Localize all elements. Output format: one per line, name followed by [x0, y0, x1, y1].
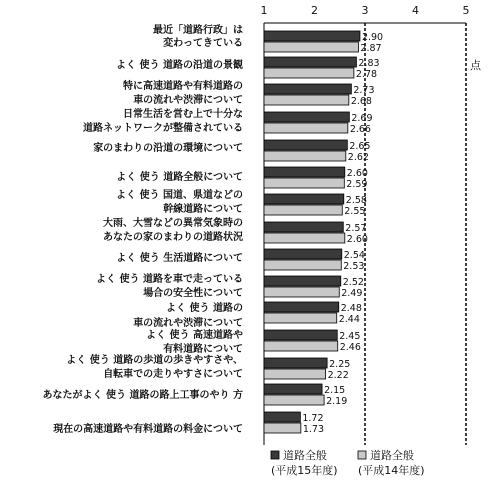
- value-label: 1.73: [302, 424, 325, 435]
- value-label: 2.19: [326, 396, 348, 407]
- bar: [264, 68, 354, 78]
- bar: [264, 395, 324, 405]
- category-label: よく 使う 道路の歩道の歩きやすさや、: [66, 355, 243, 366]
- bar: [264, 42, 358, 52]
- bar: [264, 276, 341, 286]
- bar: [264, 194, 344, 204]
- bar: [264, 249, 342, 259]
- value-label: 2.54: [343, 250, 365, 261]
- value-label: 2.65: [349, 141, 371, 152]
- bar: [264, 31, 360, 41]
- bar: [264, 423, 301, 433]
- value-label: 2.69: [351, 113, 373, 124]
- category-label: 幹線道路について: [163, 204, 243, 215]
- category-label: 場合の安全性について: [143, 288, 243, 299]
- value-label: 2.60: [346, 168, 368, 179]
- bar: [264, 369, 326, 379]
- value-label: 2.15: [324, 385, 346, 396]
- bar: [264, 140, 347, 150]
- bar: [264, 151, 346, 161]
- bar: [264, 123, 348, 133]
- legend-label: (平成14年度): [358, 464, 425, 477]
- value-label: 2.87: [360, 43, 382, 54]
- value-label: 2.58: [345, 195, 367, 206]
- value-label: 2.49: [341, 288, 363, 299]
- category-label: よく 使う 道路を車で走っている: [96, 274, 243, 285]
- category-label: 日常生活を営む上で十分な: [123, 109, 243, 120]
- value-label: 2.48: [340, 303, 362, 314]
- bar: [264, 167, 345, 177]
- value-label: 2.90: [361, 32, 384, 43]
- bar: [264, 178, 344, 188]
- x-tick-label: 5: [462, 4, 470, 17]
- category-label: 有料道路について: [163, 344, 243, 355]
- category-label: あなたがよく 使う 道路の路上工事のやり 方: [42, 390, 243, 401]
- category-label: よく 使う 道路全般について: [116, 172, 243, 183]
- category-label: よく 使う 生活道路について: [116, 253, 243, 264]
- category-label: よく 使う 高速道路や: [146, 330, 243, 341]
- bar: [264, 95, 349, 105]
- value-label: 2.57: [345, 223, 367, 234]
- x-tick-label: 3: [361, 4, 369, 17]
- value-label: 2.25: [329, 359, 351, 370]
- bar: [264, 84, 351, 94]
- category-label: 大雨、大雪などの異常気象時の: [103, 218, 243, 229]
- bar: [264, 313, 337, 323]
- bar: [264, 112, 349, 122]
- value-label: 2.53: [343, 261, 365, 272]
- x-tick-label: 4: [412, 4, 419, 17]
- category-label: 最近「道路行政」は: [153, 25, 243, 36]
- bar: [264, 302, 339, 312]
- legend-label: 道路全般: [283, 449, 327, 462]
- value-label: 2.78: [355, 69, 378, 80]
- value-label: 2.22: [327, 370, 349, 381]
- value-label: 2.52: [342, 277, 364, 288]
- value-label: 2.46: [339, 342, 361, 353]
- value-label: 2.83: [358, 58, 380, 69]
- bar: [264, 233, 345, 243]
- value-label: 2.45: [339, 331, 361, 342]
- bar: [264, 341, 338, 351]
- category-label: 家のまわりの沿道の環境について: [93, 143, 243, 154]
- category-labels: [43, 23, 243, 435]
- value-label: 2.68: [350, 96, 372, 107]
- category-label: よく 使う 道路の: [166, 303, 243, 314]
- bar: [264, 330, 337, 340]
- x-tick-label: 2: [311, 4, 318, 17]
- category-label: あなたの家のまわりの道路状況: [103, 232, 243, 243]
- unit-label: 点: [470, 59, 481, 72]
- bar: [264, 412, 300, 422]
- value-label: 1.72: [302, 413, 324, 424]
- legend-label: (平成15年度): [271, 464, 338, 477]
- legend-swatch: [271, 451, 279, 459]
- value-label: 2.73: [353, 85, 375, 96]
- category-label: 車の流れや渋滞について: [133, 95, 243, 106]
- value-label: 2.62: [347, 152, 369, 163]
- category-label: 自転車での走りやすさについて: [103, 369, 243, 380]
- bar: [264, 57, 356, 67]
- value-label: 2.55: [344, 206, 366, 217]
- value-label: 2.59: [346, 179, 368, 190]
- category-label: 変わってきている: [163, 38, 243, 49]
- bar: [264, 384, 322, 394]
- legend-label: 道路全般: [370, 449, 414, 462]
- bar: [264, 358, 327, 368]
- category-label: 特に高速道路や有料道路の: [123, 81, 243, 92]
- legend: [271, 448, 425, 477]
- value-label: 2.66: [349, 124, 371, 135]
- category-label: 現在の高速道路や有料道路の料金について: [53, 424, 243, 435]
- bar: [264, 222, 343, 232]
- x-tick-label: 1: [260, 4, 268, 17]
- bar: [264, 260, 341, 270]
- category-label: 道路ネットワークが整備されている: [83, 123, 243, 134]
- category-label: 車の流れや渋滞について: [133, 318, 243, 329]
- category-label: よく 使う 道路の沿道の景観: [116, 60, 243, 71]
- value-label: 2.44: [338, 314, 360, 325]
- value-label: 2.60: [346, 234, 368, 245]
- category-label: よく 使う 国道、県道などの: [116, 190, 243, 201]
- bar: [264, 287, 339, 297]
- legend-swatch: [358, 451, 366, 459]
- bar: [264, 205, 342, 215]
